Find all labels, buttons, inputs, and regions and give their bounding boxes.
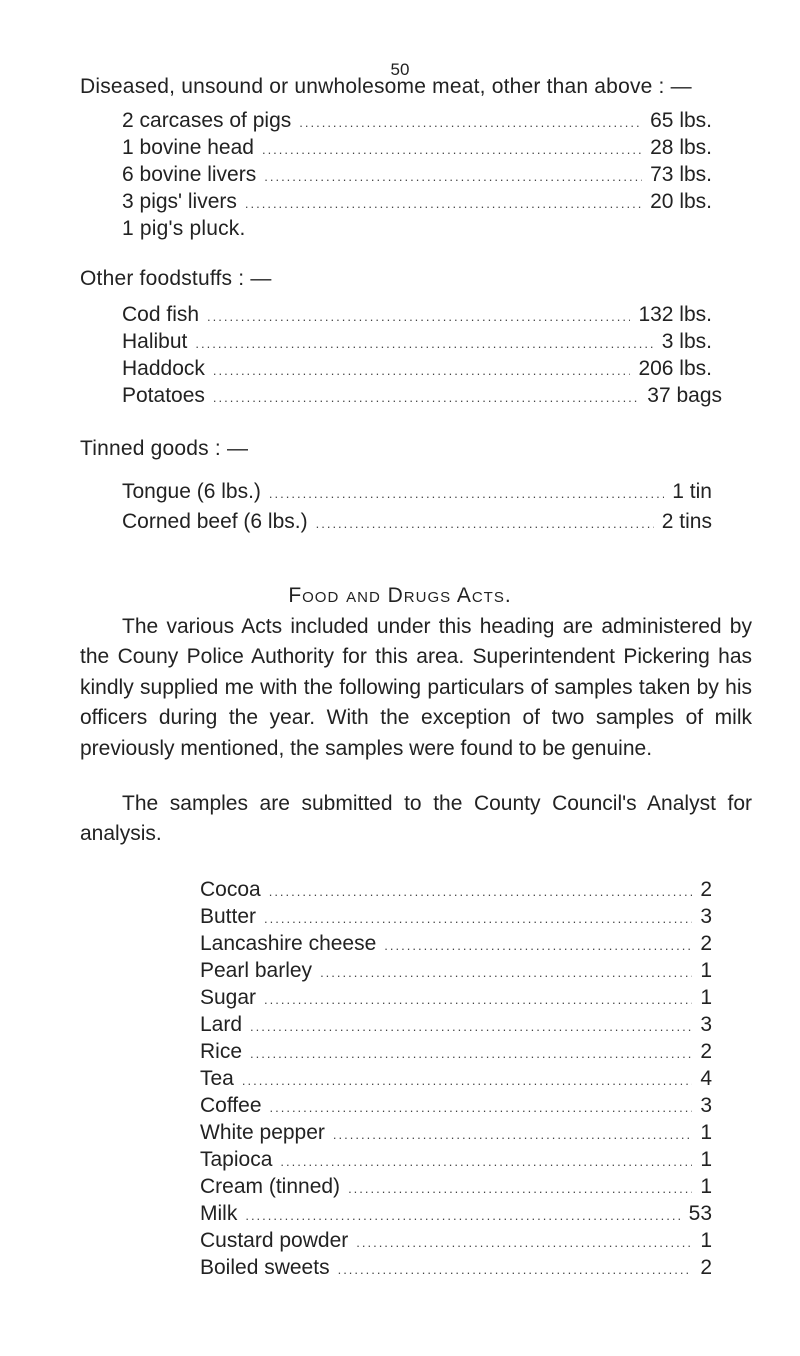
foodstuff-label: Halibut [122,330,188,353]
sample-row [200,877,712,903]
sample-count: 1 [700,959,712,982]
sample-count: 1 [700,986,712,1009]
sample-label: Milk [200,1202,238,1225]
sample-row [200,985,712,1011]
sample-row [200,1228,712,1254]
sample-label: White pepper [200,1121,325,1144]
sample-label: Cream (tinned) [200,1175,341,1198]
sample-row [200,1039,712,1065]
meat-item-label: 1 pig's pluck. [122,217,246,240]
sample-count: 1 [700,1148,712,1171]
leader-dots [348,1176,692,1202]
sample-label: Pearl barley [200,959,313,982]
sample-count: 1 [700,1175,712,1198]
sample-label: Butter [200,905,257,928]
foodstuff-value: 3 lbs. [661,330,712,353]
tinned-row [122,509,712,535]
foodstuffs-heading: Other foodstuffs : — [80,267,272,290]
tinned-label: Tongue (6 lbs.) [122,480,261,503]
leader-dots [299,110,642,136]
foodstuff-row [122,302,712,328]
sample-label: Custard powder [200,1229,349,1252]
sample-row [200,1255,712,1281]
leader-dots [264,164,642,190]
leader-dots [269,879,693,905]
leader-dots [320,960,692,986]
foodstuff-label: Cod fish [122,303,200,326]
sample-count: 2 [700,1040,712,1063]
leader-dots [213,358,631,384]
sample-label: Lard [200,1013,243,1036]
foodstuff-value: 37 bags [647,384,722,407]
meat-item-value: 73 lbs. [650,163,712,186]
leader-dots [245,1203,680,1229]
leader-dots [250,1041,692,1067]
leader-dots [207,304,630,330]
sample-count: 4 [700,1067,712,1090]
foodstuff-value: 206 lbs. [638,357,712,380]
leader-dots [264,987,692,1013]
meat-item-value: 65 lbs. [650,109,712,132]
tinned-value: 1 tin [672,480,712,503]
paragraph-analyst: The samples are submitted to the County Council's Analyst for analysis. [80,792,752,846]
sample-label: Coffee [200,1094,262,1117]
sample-row [200,904,712,930]
leader-dots [333,1122,692,1148]
leader-dots [250,1014,692,1040]
leader-dots [245,191,642,217]
sample-count: 1 [700,1121,712,1144]
meat-item-label: 6 bovine livers [122,163,257,186]
meat-item-value: 20 lbs. [650,190,712,213]
sample-count: 53 [688,1202,712,1225]
sample-row [200,1093,712,1119]
tinned-value: 2 tins [661,510,712,533]
foodstuff-label: Haddock [122,357,205,380]
sample-label: Cocoa [200,878,261,901]
leader-dots [242,1068,692,1094]
meat-row [122,108,712,134]
section-title: Food and Drugs Acts. [288,584,512,607]
sample-count: 1 [700,1229,712,1252]
sample-label: Lancashire cheese [200,932,377,955]
meat-row [122,135,712,161]
foodstuff-row [122,383,722,409]
paragraph-food-and-drugs: The various Acts included under this heading are administered by the Couny Police Authority for this area. Superintendent Pickering has kindly supplied me with the following particulars of samples taken by his officers during the year. With the exception of two samples of milk previously mentioned, the samples were found to be genuine. [80,615,752,760]
sample-count: 2 [700,932,712,955]
foodstuff-label: Potatoes [122,384,205,407]
meat-item-label: 1 bovine head [122,136,254,159]
sample-row [200,1012,712,1038]
sample-row [200,1147,712,1173]
sample-label: Sugar [200,986,257,1009]
foodstuff-row [122,356,712,382]
sample-row [200,1066,712,1092]
meat-item-label: 2 carcases of pigs [122,109,292,132]
leader-dots [269,481,664,507]
sample-count: 2 [700,878,712,901]
leader-dots [316,511,654,537]
sample-label: Rice [200,1040,243,1063]
meat-row [122,162,712,188]
foodstuff-value: 132 lbs. [638,303,712,326]
sample-label: Tapioca [200,1148,273,1171]
tinned-row [122,479,712,505]
leader-dots [270,1095,693,1121]
sample-label: Boiled sweets [200,1256,330,1279]
leader-dots [384,933,692,959]
leader-dots [262,137,642,163]
sample-row [200,1201,712,1227]
sample-row [200,1174,712,1200]
leader-dots [213,385,639,411]
sample-count: 3 [700,1013,712,1036]
sample-count: 3 [700,1094,712,1117]
meat-heading: Diseased, unsound or unwholesome meat, other than above : — [80,75,692,98]
sample-row [200,931,712,957]
meat-item-label: 3 pigs' livers [122,190,237,213]
sample-count: 2 [700,1256,712,1279]
leader-dots [195,331,653,357]
leader-dots [338,1257,693,1283]
tinned-heading: Tinned goods : — [80,437,249,460]
sample-row [200,1120,712,1146]
page-number: 50 [390,60,410,79]
leader-dots [356,1230,692,1256]
sample-label: Tea [200,1067,234,1090]
meat-row [122,189,712,215]
leader-dots [280,1149,692,1175]
meat-item-value: 28 lbs. [650,136,712,159]
sample-row [200,958,712,984]
sample-count: 3 [700,905,712,928]
leader-dots [264,906,692,932]
foodstuff-row [122,329,712,355]
tinned-label: Corned beef (6 lbs.) [122,510,308,533]
